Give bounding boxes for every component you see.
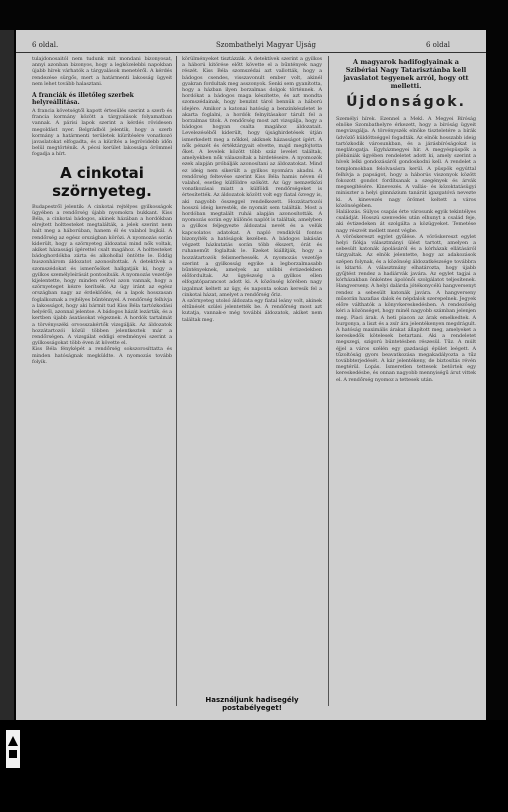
column-divider-1 — [176, 56, 177, 706]
header-newspaper-title: Szombathelyi Magyar Ujság — [216, 41, 316, 49]
scan-left-edge — [0, 30, 14, 720]
col3-news-text-2: Halálozás. Súlyos csapás érte városunk egyik tekintélyes családját. Hosszú szenvedés után elhunyt a család feje, aki évtizedeken át szolgálta a közügyeket. Temetése nagy részvét mellett ment végbe. — [336, 209, 476, 234]
column-3 — [336, 56, 476, 706]
column-divider-2 — [328, 56, 329, 706]
col1-article-heading: A franciák és illetőleg szerbek helyreállítása. — [32, 92, 134, 107]
column-2 — [182, 56, 322, 706]
header-page-number-right: 6 oldal — [425, 41, 450, 49]
col1-closing-text: Kiss Béla fényképét a rendőrség sokszorosíttatta és minden hatóságnak megküldte. A nyomozás tovább folyik. — [32, 346, 172, 365]
col3-news-text-1: Személyi hírek. Ezennel a Mekl. A Megyei Bíróság elnöke Szombathelyre érkezett, hogy a bíróság ügyeit megvizsgálja. A törvényszék elnöke tiszteletére a bírák üdvözlő küldöttséggel fogadták. Az elnök hosszabb ideig tartózkodik városunkban, és a járásbíróságokat is meglátogatja. Egyházmegyei hír. A megyéspüspök a plébániák ügyében rendeletet adott ki, amely szerint a hívek lelki gondozásáról gondoskodni kell. A rendelet a templomokban felolvasásra kerül. A püspök egyúttal felhívja a papságot, hogy a háborús viszonyok között fokozott gondot fordítsanak a szegények és árvák megsegítésére. Kinevezés. A vallás- és közoktatásügyi miniszter a helyi gimnázium tanárát igazgatóvá nevezte ki. A kinevezés nagy örömet keltett a város közönségében. — [336, 116, 476, 209]
col2-article-text: körülményeket tisztázzák. A detektívek szerint a gyilkos a háború kitörése előtt követte el a bűntények nagy részét. Kiss Béla szomszédai azt vallották, hogy a bádogos csendes, visszavonult ember volt, akinél gyakran fordultak meg asszonyok. Senki sem gyanította, hogy a házban ilyen borzalmas dolgok történnek. A hordókat a bádogos maga készítette, és azt mondta szomszédainak, hogy benzint tárol bennük a háború idejére. Amikor a katonai hatóság a benzinkészletet le akarta foglalni, a hordók felnyitásakor tárult fel a borzalmas titok. A rendőrség most azt vizsgálja, hogy a bádogos hogyan csalta magához áldozatait. Levelezéséből kiderült, hogy újsághirdetések útján ismerkedett meg a nőkkel, akiknek házasságot ígért. A nők pénzét és értéktárgyait elvette, majd megfojtotta őket. A levelek között több száz levelet találtak, amelyekben nők válaszoltak a hirdetéseire. A nyomozók ezek alapján próbálják azonosítani az áldozatokat. Mind ez ideig nem sikerült a gyilkos nyomára akadni. A rendőrség feltevése szerint Kiss Béla hamis néven él valahol, esetleg külföldre szökött. Az ügy nemzetközi vonatkozásai miatt a külföldi rendőrségeket is értesítették. Az áldozatok között volt egy fiatal özvegy is, aki nagyobb összeggel rendelkezett. Hozzátartozói hosszú ideig keresték, de nyomát sem találták. Most a hordóban megtalált ruhái alapján azonosították. A nyomozás során egy különös naplót is találtak, amelyben a gyilkos feljegyezte áldozatai nevét és a velük kapcsolatos adatokat. A napló rendkívül fontos bizonyíték a hatóságok kezében. A bádogos lakásán végzett házkutatás során több ékszert, órát és ruhaneműt foglaltak le. Ezeket kiállítják, hogy a hozzátartozók felismerhessék. A nyomozás vezetője szerint a gyilkosság egyike a legborzalmasabb bűntényeknek, amelyek az utóbbi évtizedekben előfordultak. Az ügyészség a gyilkos ellen elfogatóparancsot adott ki. A közönség körében nagy izgalmat keltett az ügy, és naponta sokan keresik fel a cinkotai házat, amelyet a rendőrség őriz. — [182, 56, 322, 298]
col3-news-section-title: Újdonságok. — [346, 94, 466, 110]
scan-marker-icon — [6, 730, 20, 768]
col1-main-article-text: Budapestről jelentik: A cinkotai rejtélyes gyilkosságok ügyében a rendőrség újabb nyomokra bukkant. Kiss Béla, a cinkotai bádogos, akinek házában a hordókban elrejtett holttesteket megtalálták, a jelek szerint nem halt meg a háborúban, hanem él és valahol bujkál. A rendőrség az egész országban körözi. A nyomozás során kiderült, hogy a szörnyeteg áldozatai mind nők voltak, akiket házassági ígérettel csalt magához. A holttesteket bádoghordókba zárta és alkohollal öntötte le. Eddig huszonhárom áldozatot azonosítottak. A detektívek a szomszédokat és ismerősöket hallgatják ki, hogy a gyilkos személyleírását pontosítsák. A nyomozás vezetője kijelentette, hogy minden erővel azon vannak, hogy a szörnyeteget kézre kerítsék. Az ügy iránt az egész országban nagy az érdeklődés, és a lapok hosszasan foglalkoznak a rejtélyes bűnténnyel. A rendőrség felhívja a lakosságot, hogy aki bármit tud Kiss Béla tartózkodási helyéről, azonnal jelentse. A bádogos házát lezárták, és a kertben újabb ásatásokat végeznek. A hordók tartalmát a törvényszéki orvosszakértők vizsgálják. Az áldozatok hozzátartozói közül többen jelentkeztek már a rendőrségen. A vizsgálat eddigi eredményei szerint a gyilkosságokat több éven át követte el. — [32, 203, 172, 347]
header-page-number-left: 6 oldal. — [32, 41, 59, 49]
page-header — [16, 30, 486, 53]
col1-article-text: A francia követségtől kapott értesülés szerint a szerb és francia kormány között a tárgyalások folyamatban vannak. A párisi lapok szerint a kérdés rövidesen megoldást nyer. Belgrádból jelentik, hogy a szerb kormány a határmenti területek kiürítésére vonatkozó javaslatokat elfogadta, és a kiürítés a legrövidebb időn belül megtörténik. A pécsi kerület lakossága örömmel fogadja a hírt. — [32, 108, 172, 158]
col3-news-text-3: A vöröskereszt egylet gyűlése. A vöröskereszt egylet helyi fiókja választmányi ülést tartott, amelyen a sebesült katonák ápolásáról és a kórházak ellátásáról tárgyaltak. Az elnök jelentette, hogy az adakozások szépen folynak, és a közönség áldozatkészsége továbbra is kitartó. A választmány elhatározta, hogy újabb gyűjtést rendez a hadiárvák javára. Az egylet tagjai a kórházakban önkéntes ápolónői szolgálatot teljesítenek. Hangverseny. A helyi dalárda jótékonycélú hangversenyt rendez a sebesült katonák javára. A hangverseny műsorán hazafias dalok és népdalok szerepelnek. Jegyek előre válthatók a könyvkereskedésben. A rendezőség kéri a közönséget, hogy minél nagyobb számban jelenjen meg. Piaci árak. A heti piacon az árak emelkedtek. A burgonya, a liszt és a zsír ára jelentékenyen megdrágult. A hatóság maximális árakat állapított meg, amelyeket a kereskedők kötelesek betartani. Aki a rendeletet megszegi, szigorú büntetésben részesül. Tűz. A múlt éjjel a város szélén egy gazdasági épület leégett. A tűzoltóság gyors beavatkozása megakadályozta a tűz továbbterjedését. A kár jelentékeny, de biztosítás révén megtérül. Lopás. Ismeretlen tettesek betörtek egy kereskedésbe, és onnan nagyobb mennyiségű árut vittek el. A rendőrség nyomoz a tettesek után. — [336, 233, 476, 383]
col2-stamp-banner: Használjunk hadisegély postabélyeget! — [205, 696, 299, 712]
column-1 — [32, 56, 172, 706]
triangle-icon — [8, 736, 18, 746]
col1-main-headline: A cinkotai szörnyeteg. — [52, 163, 152, 200]
square-icon — [9, 750, 17, 758]
col3-article-heading: A magyarok hadifoglyainak a Szibériai Nagy Tatarisztánba kell javaslatot tegyenek arról, hogy ott melletti. — [343, 58, 469, 90]
newspaper-page — [16, 30, 486, 720]
col2-closing-text: A szörnyeteg utolsó áldozata egy fiatal leány volt, akinek eltűnését szülei jelentették be. A rendőrség most azt kutatja, vannak-e még további áldozatok, akiket nem találtak meg. — [182, 297, 322, 323]
col1-intro-text: tulajdonosaitól nem tudunk mit mondani bizonyosat, annyi azonban bizonyos, hogy a legközelebbi napokban újabb hírek várhatók a tárgyalások menetéről. A kérdés rendezése sürgős, mert a határmenti lakosság ügyeit nem lehet tovább halasztani. — [32, 56, 172, 87]
scan-bottom-band — [0, 720, 508, 812]
